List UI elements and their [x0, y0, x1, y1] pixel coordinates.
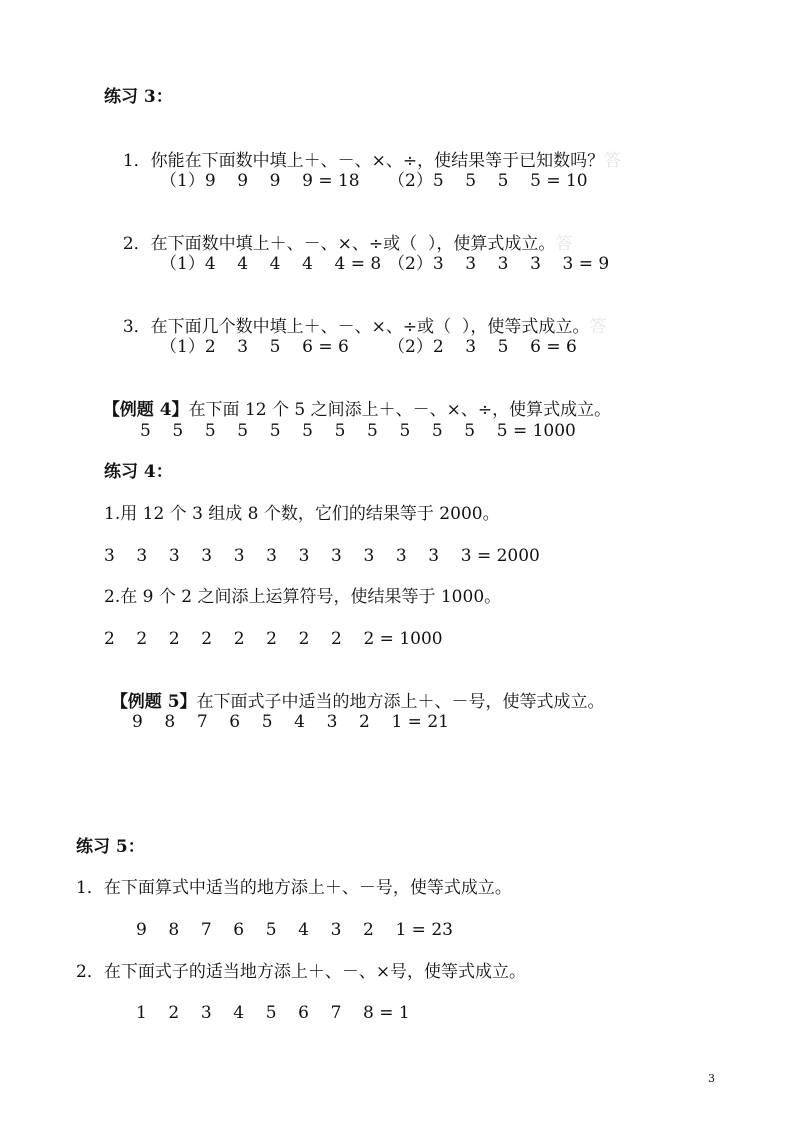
example-4	[92, 377, 611, 421]
practice-3-question-2	[112, 211, 572, 255]
practice-3-q1-part-1: （1）9 9 9 9 = 18	[160, 171, 360, 191]
practice-5-question-2: 2．在下面式子的适当地方添上＋、－、×号，使等式成立。	[76, 962, 527, 982]
practice-3-q3-part-2: （2）2 3 5 6 = 6	[388, 337, 577, 357]
practice-4-question-2: 2.在 9 个 2 之间添上运算符号，使结果等于 1000。	[104, 587, 502, 607]
practice-3-q2-part-2: （2）3 3 3 3 3 = 9	[388, 254, 610, 274]
practice-3-q3-part-1: （1）2 3 5 6 = 6	[160, 337, 349, 357]
answer-mark: 答	[604, 151, 622, 171]
example-5-equation: 9 8 7 6 5 4 3 2 1 = 21	[132, 712, 449, 732]
answer-mark: 答	[555, 234, 573, 254]
page-number: 3	[708, 1072, 715, 1085]
practice-4-question-1: 1.用 12 个 3 组成 8 个数，它们的结果等于 2000。	[104, 504, 500, 524]
practice-5-equation-2: 1 2 3 4 5 6 7 8 = 1	[136, 1003, 410, 1023]
practice-3-q2-part-1: （1）4 4 4 4 4 = 8	[160, 254, 382, 274]
practice-3-question-1	[112, 128, 621, 172]
practice-5-question-1: 1．在下面算式中适当的地方添上＋、－号，使等式成立。	[76, 878, 512, 898]
example-4-text: 在下面 12 个 5 之间添上＋、－、×、÷，使算式成立。	[188, 400, 612, 420]
question-text: 1．你能在下面数中填上＋、－、×、÷，使结果等于已知数吗？	[122, 151, 605, 171]
practice-5-equation-1: 9 8 7 6 5 4 3 2 1 = 23	[136, 920, 453, 940]
practice-5-heading: 练习 5：	[76, 837, 145, 857]
example-4-label: 【例题 4】	[102, 400, 189, 420]
practice-3-heading: 练习 3：	[104, 87, 173, 107]
answer-mark: 答	[589, 317, 607, 337]
example-5	[100, 669, 605, 713]
example-5-text: 在下面式子中适当的地方添上＋、－号，使等式成立。	[196, 692, 605, 712]
question-text: 2．在下面数中填上＋、－、×、÷或（ ），使算式成立。	[122, 234, 556, 254]
practice-4-equation-2: 2 2 2 2 2 2 2 2 2 = 1000	[104, 629, 443, 649]
practice-3-question-3	[112, 294, 606, 338]
example-4-equation: 5 5 5 5 5 5 5 5 5 5 5 5 = 1000	[140, 421, 576, 441]
question-text: 3．在下面几个数中填上＋、－、×、÷或（ ），使等式成立。	[122, 317, 590, 337]
practice-4-heading: 练习 4：	[104, 462, 173, 482]
practice-3-q1-part-2: （2）5 5 5 5 = 10	[388, 171, 588, 191]
practice-4-equation-1: 3 3 3 3 3 3 3 3 3 3 3 3 = 2000	[104, 546, 540, 566]
example-5-label: 【例题 5】	[110, 692, 197, 712]
